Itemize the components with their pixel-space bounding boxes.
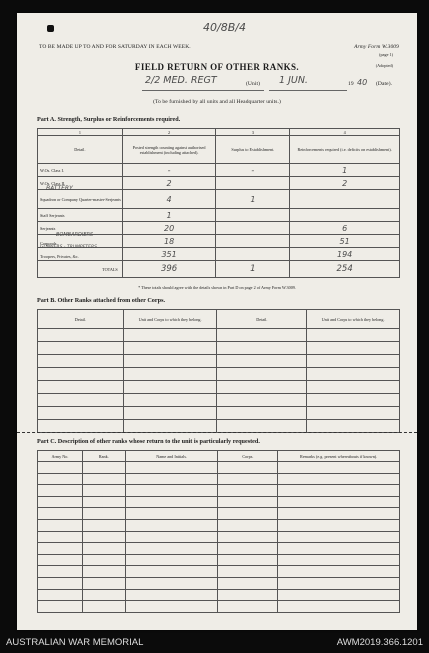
table-row: [38, 190, 400, 209]
army-form-number: Army Form W.3009: [354, 44, 399, 50]
posted-cell: 4: [122, 190, 216, 209]
reinf-cell: 2: [290, 177, 400, 190]
page-note: (page 1): [379, 52, 393, 57]
reinf-cell: 194: [290, 248, 400, 261]
surplus-cell: [216, 209, 290, 222]
reinf-cell: [290, 190, 400, 209]
date-label: (Date).: [376, 81, 393, 87]
reinf-cell: 6: [290, 222, 400, 235]
row-handwritten-note: BATTERY: [46, 185, 73, 192]
row-detail: W.Os. Class I.: [40, 167, 64, 173]
furnish-note: (To be furnished by all units and all Headquarter units.): [153, 99, 281, 105]
totals-row: [38, 261, 400, 278]
surplus-cell: [216, 235, 290, 248]
year-value: 40: [357, 78, 368, 87]
row-detail: Squadron or Company Quarter-master-Serjeants: [40, 196, 121, 202]
surplus-cell: [216, 222, 290, 235]
part-b-title: Part B. Other Ranks attached from other Corps.: [37, 297, 166, 304]
unit-label: (Unit): [246, 81, 261, 87]
totals-footnote: * These totals should agree with the details shown in Part D on page 2 of Army Form W.3009.: [138, 285, 296, 290]
part-a-title: Part A. Strength, Surplus or Reinforcements required.: [37, 116, 181, 123]
part-c-title: Part C. Description of other ranks whose return to the unit is particularly requested.: [37, 438, 260, 445]
col-number: 1: [38, 129, 123, 136]
surplus-cell: [216, 248, 290, 261]
archive-accession-number: AWM2019.366.1201: [336, 637, 423, 648]
part-b-table: [37, 309, 400, 433]
table-row: [38, 248, 400, 261]
header-detail: Detail.: [38, 136, 123, 164]
header-unit-corps: Unit and Corps to which they belong.: [307, 310, 400, 329]
col-number: 2: [122, 129, 216, 136]
header-rank: Rank.: [82, 451, 125, 462]
row-handwritten-note: BOMBARDIERS: [56, 232, 94, 238]
col-number: 3: [216, 129, 290, 136]
surplus-cell: -: [216, 164, 290, 177]
posted-cell: -: [122, 164, 216, 177]
date-value: 1 JUN.: [279, 75, 308, 86]
form-title: FIELD RETURN OF OTHER RANKS.: [134, 62, 300, 72]
handwritten-reference: 40/8B/4: [203, 21, 246, 34]
total-surplus: 1: [216, 261, 290, 278]
header-army-no: Army No.: [38, 451, 83, 462]
total-reinf: 254: [290, 261, 400, 278]
header-remarks: Remarks (e.g. present whereabouts if known).: [278, 451, 400, 462]
header-notice: TO BE MADE UP TO AND FOR SATURDAY IN EACH WEEK.: [39, 44, 191, 50]
row-handwritten-note: GUNNERS - TRUMPETERS: [40, 245, 98, 250]
reinf-cell: 1: [290, 164, 400, 177]
total-posted: 396: [122, 261, 216, 278]
table-row: [38, 164, 400, 177]
header-name: Name and Initials.: [125, 451, 218, 462]
part-a-table: [37, 128, 400, 278]
totals-label: TOTALS: [38, 261, 123, 278]
row-detail: Corporals: [40, 240, 57, 246]
surplus-cell: 1: [216, 190, 290, 209]
row-detail: Serjeants: [40, 225, 56, 231]
unit-value: 2/2 MED. REGT: [145, 75, 217, 86]
form-sheet: [17, 13, 417, 630]
posted-cell: 18: [122, 235, 216, 248]
header-posted: Posted strength counting against authorised establishment (including attached).: [122, 136, 216, 164]
reinf-cell: 51: [290, 235, 400, 248]
posted-cell: 2: [122, 177, 216, 190]
punch-hole: [47, 25, 54, 32]
surplus-cell: [216, 177, 290, 190]
posted-cell: 20: [122, 222, 216, 235]
adopted-note: (Adopted): [375, 63, 393, 68]
perforation-line: [17, 432, 417, 433]
table-row: [38, 209, 400, 222]
reinf-cell: [290, 209, 400, 222]
posted-cell: 351: [122, 248, 216, 261]
row-detail: Staff Serjeants: [40, 212, 65, 218]
header-detail: Detail.: [217, 310, 307, 329]
header-corps: Corps.: [218, 451, 278, 462]
archive-name: AUSTRALIAN WAR MEMORIAL: [6, 637, 144, 648]
header-detail: Detail.: [38, 310, 124, 329]
part-c-table: [37, 450, 400, 613]
row-detail: W.Os. Class II.: [40, 180, 66, 186]
table-row: [38, 177, 400, 190]
header-reinforcements: Reinforcements required (i.e. deficits on establishment).: [290, 136, 400, 164]
posted-cell: 1: [122, 209, 216, 222]
col-number: 4: [290, 129, 400, 136]
year-prefix: 19: [348, 81, 354, 87]
row-detail: Troopers, Privates, &c.: [40, 253, 79, 259]
header-unit-corps: Unit and Corps to which they belong.: [123, 310, 217, 329]
header-surplus: Surplus to Establishment.: [216, 136, 290, 164]
archive-footer: [0, 631, 429, 653]
